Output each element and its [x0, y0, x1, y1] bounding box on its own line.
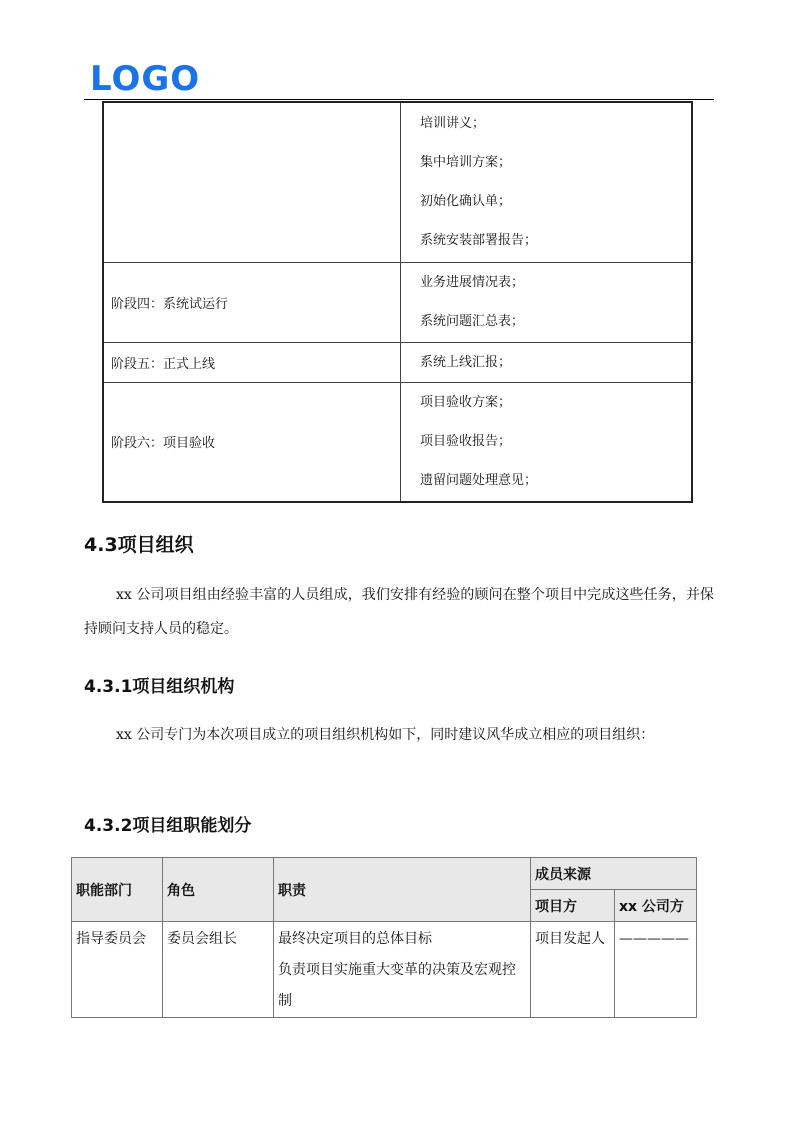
section-title-4-3-2: 4.3.2项目组职能划分	[84, 816, 252, 836]
header-duty: 职责	[274, 858, 531, 922]
deliverable-item: 遗留问题处理意见；	[420, 473, 538, 489]
cell-role: 委员会组长	[163, 922, 274, 1018]
table-row	[103, 382, 692, 502]
deliverable-item: 业务进展情况表；	[420, 275, 525, 290]
deliverable-item: 系统上线汇报；	[420, 354, 512, 370]
section-title-4-3: 4.3项目组织	[84, 534, 194, 556]
header-xx-side: xx 公司方	[615, 890, 697, 922]
header-divider	[84, 99, 714, 100]
header-member-source: 成员来源	[531, 858, 697, 890]
phase-deliverables-table	[102, 101, 693, 503]
stage-cell: 阶段六：项目验收	[103, 382, 401, 502]
deliverable-item: 初始化确认单；	[420, 194, 512, 210]
duty-item: 最终决定项目的总体目标	[278, 931, 432, 947]
deliverable-item: 培训讲义；	[420, 116, 486, 132]
table-row	[103, 102, 692, 262]
deliverable-item: 系统安装部署报告；	[420, 233, 538, 249]
cell-project-side: 项目发起人	[531, 922, 615, 1018]
deliverables-cell	[401, 382, 693, 502]
stage-cell: 阶段五：正式上线	[103, 342, 401, 382]
deliverables-cell	[401, 102, 693, 262]
section-4-3-paragraph: xx 公司项目组由经验丰富的人员组成，我们安排有经验的顾问在整个项目中完成这些任务，并保持顾问支持人员的稳定。	[84, 587, 714, 637]
deliverables-cell	[401, 342, 693, 382]
cell-xx-side: —————	[615, 922, 697, 1018]
cell-duties	[274, 922, 531, 1018]
table-row	[103, 262, 692, 342]
duty-division-table	[71, 857, 697, 1018]
section-title-4-3-1: 4.3.1项目组织机构	[84, 677, 235, 697]
duty-item: 负责项目实施重大变革的决策及宏观控制	[278, 962, 516, 1009]
header-role: 角色	[163, 858, 274, 922]
header-project-side: 项目方	[531, 890, 615, 922]
stage-cell: 阶段四：系统试运行	[103, 262, 401, 342]
stage-cell	[103, 102, 401, 262]
deliverable-item: 项目验收方案；	[420, 395, 512, 411]
deliverable-item: 项目验收报告；	[420, 434, 512, 450]
cell-dept: 指导委员会	[72, 922, 163, 1018]
company-logo: LOGO	[90, 59, 201, 99]
header-dept: 职能部门	[72, 858, 163, 922]
deliverable-item: 系统问题汇总表；	[420, 314, 525, 329]
deliverable-item: 集中培训方案；	[420, 155, 512, 171]
table-row	[103, 342, 692, 382]
table-header-row	[72, 858, 697, 890]
deliverables-cell	[401, 262, 693, 342]
table-row	[72, 922, 697, 1018]
section-4-3-1-paragraph: xx 公司专门为本次项目成立的项目组织机构如下，同时建议风华成立相应的项目组织：	[116, 727, 655, 743]
